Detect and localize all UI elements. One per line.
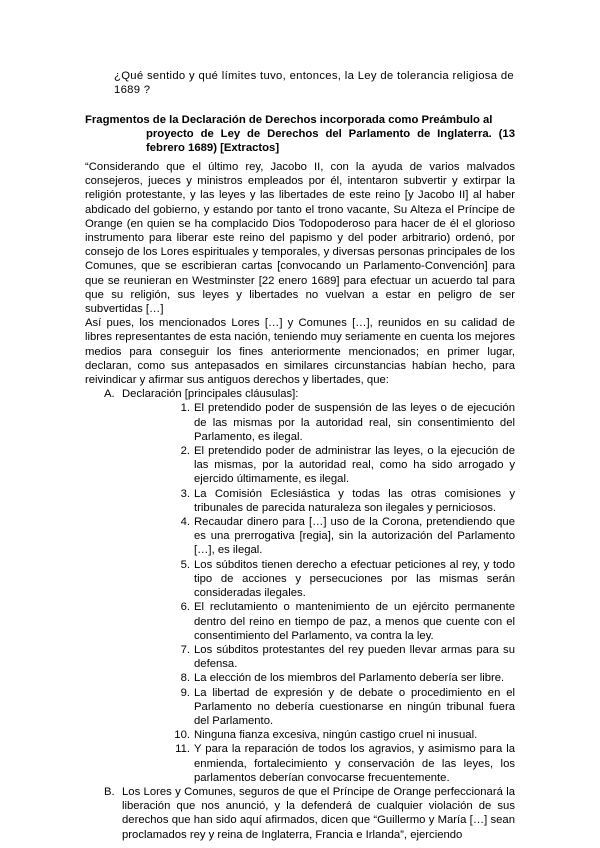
clause-text: La Comisión Eclesiástica y todas las otras comisiones y tribunales de parecida naturaleza son ilegales y perniciosos. [194, 487, 515, 514]
clause-number: 5. [180, 558, 190, 571]
section-a-label: Declaración [principales cláusulas]: [122, 388, 299, 401]
clause-number: 8. [180, 672, 190, 685]
clause-item [122, 558, 515, 601]
document-body [85, 160, 515, 842]
clause-text: Y para la reparación de todos los agravios, y asimismo para la enmienda, fortalecimiento y conservación de las leyes, los parlamentos deberían convocarse frecuentemente. [194, 743, 515, 784]
heading-line-1: Fragmentos de la Declaración de Derechos incorporada como Preámbulo al [85, 114, 493, 126]
clause-number: 7. [180, 643, 190, 656]
clause-text: Recaudar dinero para […] uso de la Corona, pretendiendo que es una prerrogativa [regia], sin la autorización del Parlamento […], es ilegal. [194, 516, 515, 557]
clause-text: La elección de los miembros del Parlamento debería ser libre. [194, 672, 505, 685]
clause-number: 4. [180, 516, 190, 529]
clause-item [122, 686, 515, 729]
clause-number: 3. [180, 487, 190, 500]
question-text: ¿Qué sentido y qué límites tuvo, entonces, la Ley de tolerancia religiosa de 1689 ? [114, 70, 514, 97]
intro-paragraph: “Considerando que el último rey, Jacobo II, con la ayuda de varios malvados consejeros, jueces y ministros empleados por él, intentaron subvertir y extirpar la religión protestante, y las leyes y las libertades de este reino [y Jacobo II] al haber abdicado del gobierno, y estando por tanto el trono vacante, Su Alteza el Príncipe de Orange (en quien se ha complacido Dios Todopoderoso para hacer de él el glorioso instrumento para liberar este reino del papismo y del poder arbitrario) ordenó, por consejo de los Lores espirituales y temporales, y diversas personas principales de los Comunes, que se escribieran cartas [convocando un Parlamento-Convención] para que se reunieran en Westminster [22 enero 1689] para efectuar un acuerdo tal para que su religión, sus leyes y libertades no vuelvan a estar en peligro de ser subvertidas […] [85, 161, 515, 316]
document-heading [85, 113, 515, 156]
clause-item [122, 515, 515, 558]
section-b [85, 785, 515, 842]
clause-text: Ninguna fianza excesiva, ningún castigo cruel ni inusual. [194, 729, 478, 742]
clause-text: La libertad de expresión y de debate o procedimiento en el Parlamento no debería cuestionarse en ningún tribunal fuera del Parlamento. [194, 686, 515, 727]
clause-text: Los súbditos tienen derecho a efectuar peticiones al rey, y todo tipo de acciones y persecuciones por las mismas serán consideradas ilegales. [194, 558, 515, 600]
clause-item [122, 600, 515, 643]
sections-list [85, 387, 515, 842]
clauses-list [122, 401, 515, 784]
clause-item [122, 487, 515, 515]
clause-item [122, 742, 515, 785]
clause-item [122, 401, 515, 444]
section-a-marker: A. [104, 388, 115, 401]
second-paragraph: Así pues, los mencionados Lores […] y Comunes […], reunidos en su calidad de libres representantes de esta nación, teniendo muy seriamente en cuenta los mejores medios para conseguir los fines anteriormente mencionados; en primer lugar, declaran, como sus antepasados en similares circunstancias habían hecho, para reivindicar y afirmar sus antiguos derechos y libertades, que: [85, 317, 515, 387]
clause-item [122, 671, 515, 685]
clause-number: 2. [180, 445, 190, 458]
clause-number: 1. [180, 402, 190, 415]
clause-number: 9. [180, 686, 190, 699]
section-a [85, 387, 515, 785]
clause-item [122, 444, 515, 487]
clause-text: El pretendido poder de administrar las leyes, o la ejecución de las mismas, por la autoridad real, como ha sido arrogado y ejercido últimamente, es ilegal. [194, 445, 515, 486]
section-b-text: Los Lores y Comunes, seguros de que el Príncipe de Orange perfeccionará la liberación que nos anunció, y la defenderá de cualquier violación de sus derechos que han sido aquí afirmados, dicen que “Guillermo y María […] sean proclamados rey y reina de Inglaterra, Francia e Irlanda”, ejerciendo [122, 785, 515, 841]
section-b-marker: B. [104, 785, 115, 798]
clause-number: 11. [175, 743, 190, 756]
clause-text: El reclutamiento o mantenimiento de un ejército permanente dentro del reino en tiempo de paz, a menos que cuente con el consentimiento del Parlamento, va contra la ley. [194, 601, 515, 642]
clause-text: Los súbditos protestantes del rey pueden llevar armas para su defensa. [194, 643, 515, 671]
heading-line-2: proyecto de Ley de Derechos del Parlamento de Inglaterra. (13 febrero 1689) [Extractos] [146, 128, 515, 155]
clause-item [122, 643, 515, 671]
clause-number: 10. [174, 729, 190, 742]
clause-number: 6. [180, 601, 190, 614]
clause-item [122, 728, 515, 742]
clause-text: El pretendido poder de suspensión de las leyes o de ejecución de las mismas por la autoridad real, sin consentimiento del Parlamento, es ilegal. [194, 402, 515, 443]
